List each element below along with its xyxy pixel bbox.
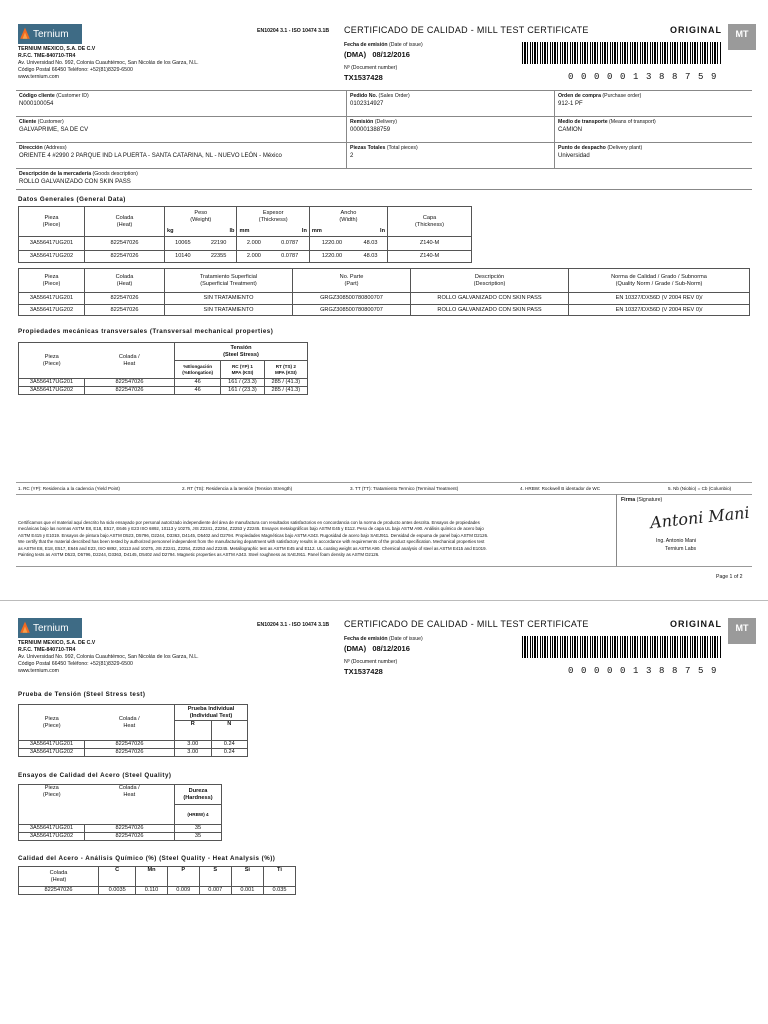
doc-number-label: Nº (Document number) bbox=[344, 659, 398, 665]
table-header-cell: N bbox=[211, 721, 248, 741]
table-header-cell: Ti bbox=[263, 867, 295, 887]
text-label: (Date of issue) bbox=[389, 42, 423, 48]
table-cell: 35 bbox=[175, 833, 222, 841]
table-cell: Z140-M bbox=[388, 237, 472, 251]
text-label: Colada / bbox=[118, 785, 140, 791]
table-cell: 822547026 bbox=[85, 293, 165, 305]
text-label: (DMA) bbox=[344, 644, 367, 653]
doc-number-label: Nº (Document number) bbox=[344, 65, 398, 71]
company-address-2: Código Postal 66450 Teléfono: +52(81)8329-6500 bbox=[18, 67, 133, 73]
table-cell: 1220.00 bbox=[309, 237, 354, 251]
ternium-logo bbox=[18, 24, 82, 44]
table-cell: 1220.00 bbox=[309, 251, 354, 263]
text-label: (Signature) bbox=[636, 497, 663, 503]
table-header-cell: mm bbox=[237, 227, 270, 237]
delivery-number: 000001388759 bbox=[350, 126, 391, 133]
sales-order-box bbox=[346, 90, 554, 116]
signer-name: Ing. Antonio Mani bbox=[656, 538, 697, 544]
table-row bbox=[19, 251, 472, 263]
table-header-cell bbox=[19, 343, 85, 379]
certificate-title: CERTIFICADO DE CALIDAD - MILL TEST CERTIFICATE bbox=[344, 25, 589, 35]
text-label: Firma bbox=[621, 497, 636, 503]
table-cell: 3A556417UG202 bbox=[19, 749, 85, 757]
table-header-cell bbox=[85, 343, 175, 379]
text-label: Painting tests as ASTM D523, D5796, D2244, D3363, D4145, D5402 and D2794. Magnetic properties as ASTM A343. Steel roughness as SAEJ911. Panel foam density as ASTM D2126. bbox=[18, 551, 380, 557]
table-header-cell: (HRBW) 4 bbox=[175, 805, 222, 825]
text-label: Peso bbox=[194, 209, 208, 216]
table-header-cell: Mn bbox=[136, 867, 167, 887]
client-box bbox=[16, 116, 346, 142]
text-label: Pieza bbox=[44, 715, 59, 722]
doc-code: TX1537428 bbox=[344, 667, 383, 676]
customer-id-box bbox=[16, 90, 346, 110]
text-label: Descripción de la mercadería bbox=[19, 171, 92, 177]
table-row bbox=[19, 343, 308, 361]
table-header-cell: mm bbox=[309, 227, 354, 237]
text-label: Remisión bbox=[350, 119, 374, 125]
table-row bbox=[19, 305, 750, 316]
text-label: Pieza bbox=[44, 785, 59, 791]
delivery-box bbox=[346, 116, 554, 142]
text-label: (Customer ID) bbox=[56, 93, 89, 99]
text-label: Colada bbox=[49, 869, 68, 876]
table-cell: 285 / (41.3) bbox=[264, 387, 307, 395]
table-cell: 3A556417UG201 bbox=[19, 741, 85, 749]
table-cell: 822547026 bbox=[19, 887, 99, 895]
text-label: (Description) bbox=[473, 280, 506, 287]
text-label: Norma de Calidad / Grado / Subnorma bbox=[611, 273, 707, 280]
text-label: Pedido No. bbox=[350, 93, 378, 99]
table-header-cell bbox=[85, 705, 175, 741]
quality-table bbox=[18, 784, 222, 841]
table-cell: 3A556417UG201 bbox=[19, 293, 85, 305]
certification-text bbox=[18, 520, 608, 558]
original-label: ORIGINAL bbox=[670, 619, 722, 629]
footnote-3: 3. TT (TT): Tratamiento Termico (Terminal Treatment) bbox=[350, 486, 459, 491]
table-header-cell: In bbox=[354, 227, 387, 237]
text-label: (Customer) bbox=[37, 119, 64, 125]
text-label: (Hardness) bbox=[183, 794, 213, 801]
text-label: Certificamos que el material aquí descrito ha sido ensayado por personal autorizado independiente del área de manufactura con resultados satisfactorios en concordancia con la norma de producto antes descrita. Ensayos de propiedades bbox=[18, 520, 480, 525]
table-cell: 822547026 bbox=[85, 379, 175, 387]
text-label: (Delivery) bbox=[374, 119, 398, 125]
text-label: Capa bbox=[422, 214, 437, 221]
text-label: (Heat) bbox=[116, 221, 133, 228]
signature-script: Antoni Mani bbox=[649, 502, 751, 533]
company-website: www.ternium.com bbox=[18, 668, 59, 674]
table-cell: ROLLO GALVANIZADO CON SKIN PASS bbox=[411, 293, 569, 305]
tension-table bbox=[18, 704, 248, 757]
text-label: Espesor bbox=[262, 209, 284, 216]
table-cell: 48.03 bbox=[354, 251, 387, 263]
table-cell: EN 10327/DX56D (V 2004 REV 0)/ bbox=[569, 293, 750, 305]
table-header-cell bbox=[411, 269, 569, 293]
text-label: RC (YP) 1 bbox=[231, 363, 253, 369]
certificate-title: CERTIFICADO DE CALIDAD - MILL TEST CERTIFICATE bbox=[344, 619, 589, 629]
text-label: Dureza bbox=[188, 787, 208, 794]
footnote-4: 4. HRBW: Rockwell B identador de WC bbox=[520, 486, 601, 491]
table-cell: 46 bbox=[175, 379, 221, 387]
table-header-cell bbox=[175, 343, 308, 361]
table-row bbox=[19, 293, 750, 305]
table-cell: 3A556417UG201 bbox=[19, 379, 85, 387]
table-cell: 0.007 bbox=[199, 887, 231, 895]
text-label: (Quality Norm / Grade / Sub-Norm) bbox=[615, 280, 703, 287]
table-header-cell bbox=[165, 207, 237, 227]
text-label: Fecha de emisión bbox=[344, 42, 388, 48]
table-header-cell: S bbox=[199, 867, 231, 887]
table-header-cell: lb bbox=[201, 227, 237, 237]
issue-date bbox=[344, 644, 410, 653]
text-label: Piezas Totales bbox=[350, 145, 386, 151]
company-address-1: Av. Universidad No. 992, Colonia Cuauhtémoc, San Nicolás de los Garza, N.L. bbox=[18, 654, 199, 660]
mt-badge: MT bbox=[728, 24, 756, 50]
text-label: Descripción bbox=[474, 273, 505, 280]
issue-date-label bbox=[344, 636, 423, 643]
table-cell: EN 10327/DX56D (V 2004 REV 0)/ bbox=[569, 305, 750, 316]
table-cell: 22355 bbox=[201, 251, 237, 263]
text-label: Punto de despacho bbox=[558, 145, 606, 151]
text-label: (Means of transport) bbox=[609, 119, 656, 125]
text-label: (Piece) bbox=[42, 791, 61, 798]
table-cell: SIN TRATAMIENTO bbox=[165, 293, 293, 305]
table-cell: 10065 bbox=[165, 237, 201, 251]
text-label: (Piece) bbox=[42, 360, 61, 367]
footnote-1: 1. RC (YP): Residencia a la cadencia (Yield Point) bbox=[18, 486, 120, 491]
table-header-cell bbox=[19, 867, 99, 887]
table-cell: 0.0787 bbox=[270, 251, 309, 263]
text-label: 08/12/2016 bbox=[372, 644, 410, 653]
table-cell: 822547026 bbox=[85, 237, 165, 251]
text-label: MPA (KSI) bbox=[274, 369, 297, 375]
text-label: ASTM E415 y E1019. Ensayos de pintura bajo ASTM D523, D5796, D2244, D3363, D4145, D5402 and D2794. Propiedades Magnéticas bajo ASTM A343. Rugosidad de acero bajo SAEJ911. Densidad de espuma de panel bajo ASTM D2126. bbox=[18, 532, 489, 538]
table-cell: 2.000 bbox=[237, 237, 270, 251]
table-row bbox=[19, 887, 296, 895]
table-header-cell: C bbox=[99, 867, 136, 887]
table-header-cell: P bbox=[167, 867, 199, 887]
tension-title: Prueba de Tensión (Steel Stress test) bbox=[18, 691, 146, 698]
delivery-plant: Universidad bbox=[558, 152, 590, 159]
table-cell: 3A556417UG201 bbox=[19, 237, 85, 251]
table-cell: 0.110 bbox=[136, 887, 167, 895]
ternium-logo bbox=[18, 618, 82, 638]
table-row bbox=[19, 387, 308, 395]
text-label: Orden de compra bbox=[558, 93, 601, 99]
text-label: Código cliente bbox=[19, 93, 55, 99]
table-cell: 3A556417UG201 bbox=[19, 825, 85, 833]
text-label: Colada / bbox=[118, 715, 140, 722]
text-label: (Weight) bbox=[190, 216, 212, 223]
page-number: Page 1 of 2 bbox=[716, 574, 743, 580]
footnote-top-line bbox=[16, 482, 752, 483]
text-label: (Piece) bbox=[42, 280, 61, 287]
footnote-2: 2. RT (TS): Residencia a la tensión (Tension Strength) bbox=[182, 486, 293, 491]
chemical-title: Calidad del Acero - Análisis Químico (%) (Steel Quality - Heat Analysis (%)) bbox=[18, 855, 276, 862]
table-cell: 0.009 bbox=[167, 887, 199, 895]
table-cell: 10140 bbox=[165, 251, 201, 263]
table-cell: 822547026 bbox=[85, 749, 175, 757]
table-cell: 3A556417UG202 bbox=[19, 833, 85, 841]
text-label: Tratamiento Superficial bbox=[199, 273, 258, 280]
client-name: GALVAPRIME, SA DE CV bbox=[19, 126, 89, 133]
table-header-cell bbox=[175, 705, 248, 721]
text-label: (Piece) bbox=[42, 221, 61, 228]
sales-order: 0102314927 bbox=[350, 100, 384, 107]
table-cell: 285 / (41.3) bbox=[264, 379, 307, 387]
table-cell: GRGZ308500780800707 bbox=[293, 293, 411, 305]
text-label: (DMA) bbox=[344, 50, 367, 59]
table-header-cell bbox=[264, 361, 307, 379]
purchase-order: 912-1 PF bbox=[558, 100, 583, 107]
table-row bbox=[19, 825, 222, 833]
text-label: 08/12/2016 bbox=[372, 50, 410, 59]
table-header-cell: R bbox=[175, 721, 212, 741]
table-header-cell: In bbox=[270, 227, 309, 237]
standard-label: EN10204 3.1 - ISO 10474 3.1B bbox=[257, 622, 330, 628]
company-address-1: Av. Universidad No. 992, Colonia Cuauhtémoc, San Nicolás de los Garza, N.L. bbox=[18, 60, 199, 66]
original-label: ORIGINAL bbox=[670, 25, 722, 35]
total-pieces: 2 bbox=[350, 152, 354, 159]
general-data-table bbox=[18, 206, 472, 263]
text-label: (Purchase order) bbox=[602, 93, 642, 99]
table-row bbox=[19, 785, 222, 805]
table-cell: ROLLO GALVANIZADO CON SKIN PASS bbox=[411, 305, 569, 316]
table-cell: 35 bbox=[175, 825, 222, 833]
table-cell: 822547026 bbox=[85, 305, 165, 316]
text-label: (Address) bbox=[44, 145, 67, 151]
company-rfc: R.F.C. TME-840710-TR4 bbox=[18, 647, 76, 653]
pieces-box bbox=[346, 142, 554, 168]
table-header-cell bbox=[165, 269, 293, 293]
text-label: (Heat) bbox=[116, 280, 133, 287]
text-label: (Heat) bbox=[50, 876, 67, 883]
plant-box bbox=[554, 142, 752, 168]
table-cell: 0.001 bbox=[231, 887, 263, 895]
table-cell: 161 / (23.3) bbox=[221, 387, 264, 395]
logo-text: Ternium bbox=[18, 24, 82, 44]
text-label: Colada bbox=[115, 214, 134, 221]
text-label: (Delivery plant) bbox=[607, 145, 643, 151]
cert-bottom-line bbox=[16, 566, 752, 567]
text-label: %Elongación bbox=[183, 363, 213, 369]
text-label: Heat bbox=[123, 791, 136, 798]
table-cell: 822547026 bbox=[85, 251, 165, 263]
table-row bbox=[19, 749, 248, 757]
company-name: TERNIUM MEXICO, S.A. DE C.V bbox=[18, 640, 96, 646]
transport-box bbox=[554, 116, 752, 142]
table-header-cell bbox=[85, 785, 175, 825]
mechanical-title: Propiedades mecánicas transversales (Transversal mechanical properties) bbox=[18, 328, 274, 335]
table-header-cell bbox=[85, 207, 165, 237]
table-row bbox=[19, 379, 308, 387]
address-box bbox=[16, 142, 346, 168]
table-cell: 822547026 bbox=[85, 387, 175, 395]
text-label: MPA (KSI) bbox=[231, 369, 254, 375]
table-cell: 48.03 bbox=[354, 237, 387, 251]
text-label: Pieza bbox=[44, 353, 59, 360]
company-rfc: R.F.C. TME-840710-TR4 bbox=[18, 53, 76, 59]
table-header-cell: Si bbox=[231, 867, 263, 887]
issue-date-label bbox=[344, 42, 423, 49]
table-cell: 0.035 bbox=[263, 887, 295, 895]
footnote-5: 5. Nb (Niobio) = Cb (Columbio) bbox=[668, 486, 732, 491]
table-cell: 3.00 bbox=[175, 749, 212, 757]
table-row bbox=[19, 741, 248, 749]
table-header-cell bbox=[569, 269, 750, 293]
po-box bbox=[554, 90, 752, 116]
table-header-cell bbox=[237, 207, 309, 227]
table-header-cell: kg bbox=[165, 227, 201, 237]
table-header-cell bbox=[19, 785, 85, 825]
table-cell: SIN TRATAMIENTO bbox=[165, 305, 293, 316]
text-label: mecánicas bajo las normas ASTM E8, E18, E517, E646 y E23 ISO 6892, 10113 y 10275, JIS Z2241, Z2254, Z2253 y Z2245. Ensayos metalográficos bajo ASTM E45 y E112. Peso de capa UL bajo ASTM A90. Análisis químico de acero bajo bbox=[18, 526, 484, 532]
text-label: (%Elongation) bbox=[182, 369, 214, 375]
text-label: (Width) bbox=[339, 216, 358, 223]
barcode bbox=[522, 636, 722, 658]
table-header-cell bbox=[175, 361, 221, 379]
text-label: Cliente bbox=[19, 119, 37, 125]
table-row bbox=[19, 207, 472, 227]
doc-number: 000001388759 bbox=[568, 666, 725, 676]
table-header-cell bbox=[85, 269, 165, 293]
table-header-cell bbox=[309, 207, 387, 227]
table-header-cell bbox=[293, 269, 411, 293]
table-header-cell bbox=[221, 361, 264, 379]
mt-badge: MT bbox=[728, 618, 756, 644]
table-cell: 0.24 bbox=[211, 741, 248, 749]
ternium-flame-icon bbox=[19, 26, 31, 42]
text-label: We certify that the material described has been tested by authorized personnel independent from the manufacturing department with satisfactory results in accordance with requirements of the product specification. Mechanical properties test bbox=[18, 539, 485, 545]
logo-text: Ternium bbox=[18, 618, 82, 638]
table-header-cell bbox=[19, 207, 85, 237]
chemical-table bbox=[18, 866, 296, 895]
table-cell: 3A556417UG202 bbox=[19, 251, 85, 263]
text-label: (Thickness) bbox=[258, 216, 288, 223]
text-label: Ancho bbox=[340, 209, 357, 216]
table-header-cell bbox=[19, 269, 85, 293]
table-cell: 822547026 bbox=[85, 825, 175, 833]
text-label: Pieza bbox=[44, 273, 59, 280]
text-label: (Total pieces) bbox=[386, 145, 418, 151]
table-cell: 3.00 bbox=[175, 741, 212, 749]
text-label: Prueba Individual bbox=[187, 705, 235, 712]
table-cell: 3A556417UG202 bbox=[19, 305, 85, 316]
table-header-cell bbox=[19, 705, 85, 741]
doc-number: 000001388759 bbox=[568, 72, 725, 82]
company-name: TERNIUM MEXICO, S.A. DE C.V bbox=[18, 46, 96, 52]
text-label: Dirección bbox=[19, 145, 43, 151]
table-header-cell bbox=[175, 785, 222, 805]
text-label: (Piece) bbox=[42, 722, 61, 729]
quality-title: Ensayos de Calidad del Acero (Steel Quality) bbox=[18, 772, 172, 779]
treatment-table bbox=[18, 268, 750, 316]
table-cell: 0.0787 bbox=[270, 237, 309, 251]
transport: CAMION bbox=[558, 126, 582, 133]
text-label: No. Parte bbox=[339, 273, 364, 280]
table-header-cell bbox=[388, 207, 472, 237]
table-cell: GRGZ308500780800707 bbox=[293, 305, 411, 316]
text-label: Heat bbox=[123, 722, 136, 729]
general-data-title: Datos Generales (General Data) bbox=[18, 196, 126, 203]
text-label: (Part) bbox=[344, 280, 359, 287]
text-label: Colada / bbox=[118, 353, 140, 360]
table-row bbox=[19, 705, 248, 721]
table-row bbox=[19, 867, 296, 887]
mechanical-table bbox=[18, 342, 308, 395]
table-row bbox=[19, 237, 472, 251]
signer-org: Ternium Labs bbox=[665, 546, 697, 552]
table-cell: 3A556417UG202 bbox=[19, 387, 85, 395]
text-label: RT (TS) 2 bbox=[275, 363, 296, 369]
doc-code: TX1537428 bbox=[344, 73, 383, 82]
table-cell: 161 / (23.3) bbox=[221, 379, 264, 387]
table-cell: 2.000 bbox=[237, 251, 270, 263]
text-label: (Individual Test) bbox=[189, 712, 233, 719]
table-row bbox=[19, 269, 750, 293]
text-label: Heat bbox=[123, 360, 136, 367]
company-website: www.ternium.com bbox=[18, 74, 59, 80]
text-label: Pieza bbox=[44, 214, 59, 221]
standard-label: EN10204 3.1 - ISO 10474 3.1B bbox=[257, 28, 330, 34]
page-separator bbox=[0, 600, 768, 601]
text-label: Medio de transporte bbox=[558, 119, 608, 125]
text-label: (Superficial Treatment) bbox=[200, 280, 257, 287]
table-cell: 0.24 bbox=[211, 749, 248, 757]
text-label: (Steel Stress) bbox=[223, 351, 259, 358]
company-address-2: Código Postal 66450 Teléfono: +52(81)8329-6500 bbox=[18, 661, 133, 667]
text-label: (Date of issue) bbox=[389, 636, 423, 642]
goods-description: ROLLO GALVANIZADO CON SKIN PASS bbox=[19, 178, 131, 185]
table-cell: Z140-M bbox=[388, 251, 472, 263]
ternium-flame-icon bbox=[19, 620, 31, 636]
table-cell: 822547026 bbox=[85, 741, 175, 749]
customer-id: N000100054 bbox=[19, 100, 54, 107]
text-label: Colada bbox=[115, 273, 134, 280]
text-label: Tensión bbox=[230, 344, 252, 351]
barcode bbox=[522, 42, 722, 64]
table-cell: 22190 bbox=[201, 237, 237, 251]
table-row bbox=[19, 833, 222, 841]
client-address: ORIENTE 4 #2990 2 PARQUE IND LA PUERTA - SANTA CATARINA, NL - NUEVO LEÓN - México bbox=[19, 152, 282, 159]
text-label: (Sales Order) bbox=[378, 93, 410, 99]
table-cell: 46 bbox=[175, 387, 221, 395]
goods-box bbox=[16, 168, 752, 190]
text-label: (Goods description) bbox=[92, 171, 138, 177]
text-label: as ASTM E8, E18, E517, E646 and E23, ISO 6892, 10113 and 10275, JIS Z2241, Z2254, Z2253 and Z2245. Metallographic test as ASTM E45 and E112. UL coating weight as ASTM A90. Chemical analysis of steel as ASTM E415 and E1019. bbox=[18, 545, 487, 551]
table-cell: 0.0035 bbox=[99, 887, 136, 895]
text-label: Fecha de emisión bbox=[344, 636, 388, 642]
text-label: (Thickness) bbox=[415, 221, 444, 228]
issue-date bbox=[344, 50, 410, 59]
table-cell: 822547026 bbox=[85, 833, 175, 841]
